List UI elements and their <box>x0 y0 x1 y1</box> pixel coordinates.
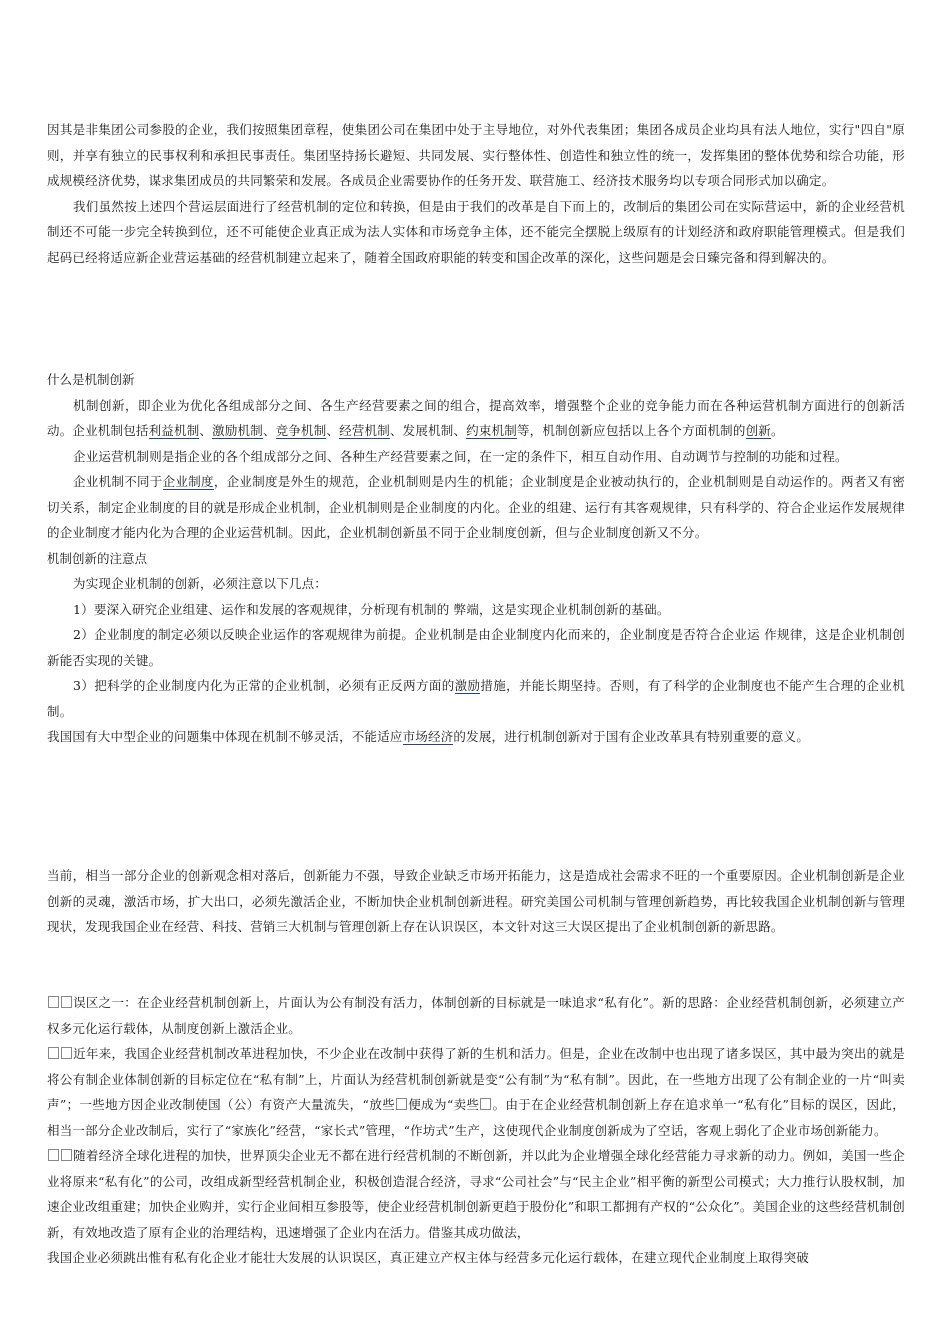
link-market-economy[interactable]: 市场经济 <box>402 729 454 744</box>
paragraph: 企业运营机制则是指企业的各个组成部分之间、各种生产经营要素之间，在一定的条件下，相互自动作用、自动调节与控制的功能和过程。 <box>73 448 848 464</box>
text-run: 。 <box>771 423 784 438</box>
paragraph <box>47 724 905 750</box>
text-run: 措施，并能长期坚持。否则，有了科学的企业制度也不能产生合理的企业机制。 <box>47 678 905 719</box>
text-run: ，企业制度是外生的规范，企业机制则是内生的机能；企业制度是企业被动执行的，企业机制则是自动运作的。两者又有密切关系，制定企业制度的目的就是形成企业机制，企业机制则是企业制度的内化。企业的组建、运行有其客观规律，只有科学的、符合企业运作发展规律的企业制度才能内化为合理的企业运营机制。因此，企业机制创新虽不同于企业制度创新，但与企业制度创新又不分。 <box>47 474 905 540</box>
link-operation-mechanism[interactable]: 经营机制 <box>339 423 390 438</box>
link-interest-mechanism[interactable]: 利益机制 <box>148 423 200 438</box>
text-run: 机制创新，即企业为优化各组成部分之间、各生产经营要素之间的组合，提高效率，增强整个企业的竞争能力而在各种运营机制方面进行的创新活动。企业机制包括 <box>47 397 905 438</box>
text-run: 、 <box>199 423 213 438</box>
placeholder-box <box>61 1047 72 1059</box>
placeholder-box <box>61 1149 72 1161</box>
text-run: 近年来，我国企业经营机制改革进程加快，不少企业在改制中获得了新的生机和活力。但是，企业在改制中也出现了诸多误区，其中最为突出的就是将公有制企业体制创新的目标定位在“私有制”上，片面认为经营机制创新就是变“公有制”为“私有制”。因此，在一些地方出现了公有制企业的一片“叫卖声”；一些地方因企业改制使国（公）有资产大量流失，“放些 <box>47 1046 905 1112</box>
paragraph <box>47 469 905 546</box>
paragraph: 因其是非集团公司参股的企业，我们按照集团章程，使集团公司在集团中处于主导地位，对外代表集团；集团各成员企业均具有法人地位，实行"四自"原则，并享有独立的民事权利和承担民事责任。集团坚持扬长避短、共同发展、实行整体性、创造性和独立性的统一，发挥集团的整体优势和综合功能，形成规模经济优势，谋求集团成员的共同繁荣和发展。各成员企业需要协作的任务开发、联营施工、经济技术服务均以专项合同形式加以确定。 <box>47 122 905 188</box>
paragraph-group-4 <box>47 990 905 1271</box>
text-run: 便成为“卖些 <box>408 1097 480 1112</box>
text-run: 、 <box>262 423 276 438</box>
paragraph: 我们虽然按上述四个营运层面进行了经营机制的定位和转换，但是由于我们的改革是自下而上的，改制后的集团公司在实际营运中，新的企业经营机制还不可能一步完全转换到位，还不可能使企业真正成为法人实体和市场竞争主体，还不能完全摆脱上级原有的计划经济和政府职能管理模式。但是我们起码已经将适应新企业营运基础的经营机制建立起来了，随着全国政府职能的转变和国企改革的深化，这些问题是会日臻完备和得到解决的。 <box>47 198 905 265</box>
text-run: 。由于在企业经营机制创新上存在追求单一“私有化”目标的误区，因此，相当一部分企业改制后，实行了“家族化”经营，“家长式”管理，“作坊式”生产，这使现代企业制度创新成为了空话，客观上弱化了企业市场创新能力。 <box>47 1097 905 1138</box>
placeholder-box <box>48 996 59 1008</box>
paragraph-group-3 <box>47 863 905 940</box>
paragraph: 当前，相当一部分企业的创新观念相对落后，创新能力不强，导致企业缺乏市场开拓能力，这是造成社会需求不旺的一个重要原因。企业机制创新是企业创新的灵魂，激活市场，扩大出口，必须先激活企业，不断加快企业机制创新进程。研究美国公司机制与管理创新趋势，再比较我国企业机制创新与管理现状，发现我国企业在经营、科技、营销三大机制与管理创新上存在认识误区，本文针对这三大误区提出了企业机制创新的新思路。 <box>47 868 905 934</box>
link-incentive-mechanism[interactable]: 激励机制 <box>212 423 263 438</box>
paragraph <box>47 1143 905 1245</box>
link-enterprise-system[interactable]: 企业制度 <box>162 474 214 489</box>
section-mechanism-innovation <box>47 367 905 750</box>
list-item: 2）企业制度的制定必须以反映企业运作的客观规律为前提。企业机制是由企业制度内化而来的，企业制度是否符合企业运 作规律，这是企业机制创新能否实现的关键。 <box>47 627 905 668</box>
paragraph <box>47 393 905 444</box>
link-competition-mechanism[interactable]: 竞争机制 <box>275 423 327 438</box>
section-heading: 什么是机制创新 <box>47 372 135 387</box>
link-incentive[interactable]: 激励 <box>454 678 481 693</box>
list-item: 1）要深入研究企业组建、运作和发展的客观规律，分析现有机制的 弊端，这是实现企业机制创新的基础。 <box>73 601 670 617</box>
text-run: 3）把科学的企业制度内化为正常的企业机制，必须有正反两方面的 <box>73 678 455 693</box>
text-run: 误区之一：在企业经营机制创新上，片面认为公有制没有活力，体制创新的目标就是一味追求“私有化”。新的思路：企业经营机制创新，必须建立产权多元化运行载体，从制度创新上激活企业。 <box>47 995 905 1036</box>
paragraph <box>47 1041 905 1143</box>
placeholder-box <box>48 1047 59 1059</box>
link-innovation[interactable]: 创新 <box>745 423 771 438</box>
text-run: 企业机制不同于 <box>73 474 163 489</box>
paragraph <box>47 990 905 1041</box>
text-run: 、发展机制、 <box>389 423 467 438</box>
placeholder-box <box>480 1098 491 1110</box>
text-run: 随着经济全球化进程的加快，世界顶尖企业无不都在进行经营机制的不断创新，并以此为企业增强全球化经营能力寻求新的动力。例如，美国一些企业将原来“私有化”的公司，改组成新型经营机制企业，积极创造混合经济，寻求“公司社会”与“民主企业”相平衡的新型公司模式；大力推行认股权制，加速企业改组重建；加快企业购并，实行企业间相互参股等，使企业经营机制创新更趋于股份化”和职工都拥有产权的“公众化”。美国企业的这些经营机制创新，有效地改造了原有企业的治理结构，迅速增强了企业内在活力。借鉴其成功做法， <box>47 1148 905 1240</box>
paragraph: 我国企业必须跳出惟有私有化企业才能壮大发展的认识误区，真正建立产权主体与经营多元化运行载体，在建立现代企业制度上取得突破 <box>47 1250 810 1265</box>
list-item <box>47 673 905 724</box>
text-run: 等，机制创新应包括以上各个方面机制的 <box>516 423 746 438</box>
placeholder-box <box>396 1098 407 1110</box>
placeholder-box <box>48 1149 59 1161</box>
text-run: 我国国有大中型企业的问题集中体现在机制不够灵活，不能适应 <box>47 729 403 744</box>
text-run: 、 <box>326 423 340 438</box>
paragraph-group-1 <box>47 117 905 270</box>
paragraph: 为实现企业机制的创新，必须注意以下几点： <box>73 576 328 591</box>
placeholder-box <box>61 996 72 1008</box>
text-run: 的发展，进行机制创新对于国有企业改革具有特别重要的意义。 <box>453 729 810 744</box>
section-heading: 机制创新的注意点 <box>47 550 148 566</box>
link-constraint-mechanism[interactable]: 约束机制 <box>466 423 517 438</box>
